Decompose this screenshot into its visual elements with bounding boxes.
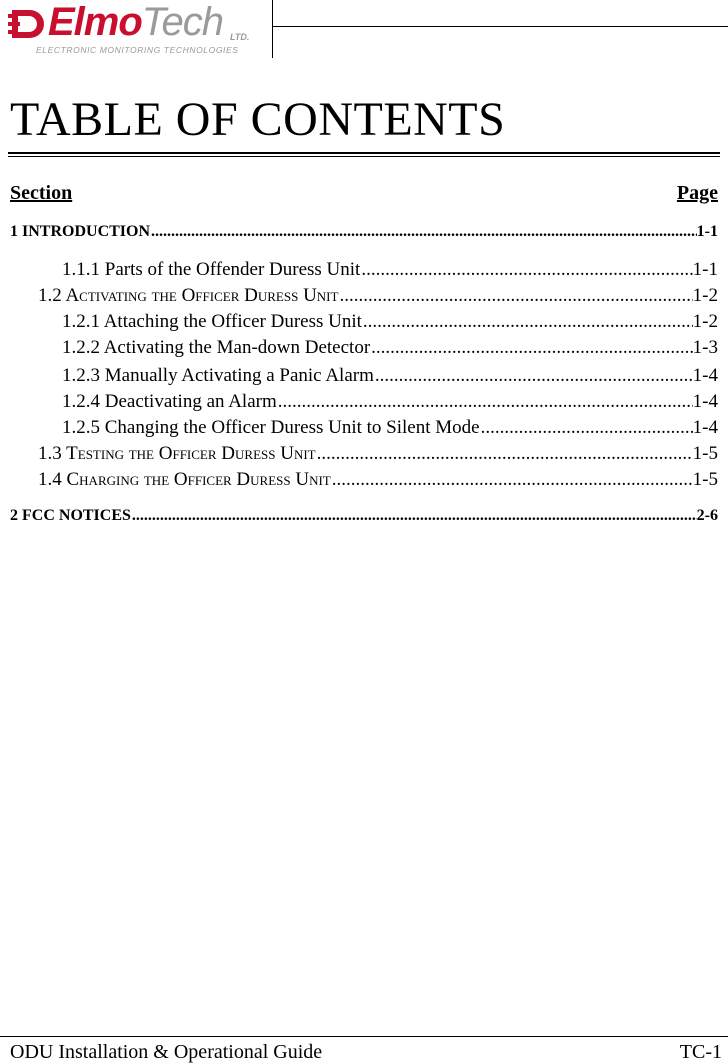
title-rule [8,152,720,154]
toc-entry[interactable] [62,416,718,439]
toc-entry[interactable] [38,284,718,307]
footer-document-title: ODU Installation & Operational Guide [10,1041,323,1063]
toc-entry-title: 1.2.2 Activating the Man-down Detector [62,337,371,358]
toc-entry[interactable] [38,468,718,491]
logo-brand-part2: Tech [141,0,224,44]
toc-leader-dots [131,506,697,526]
toc-entry[interactable] [62,364,718,387]
footer-rule [0,1036,728,1037]
company-logo [8,0,270,55]
toc-leader-dots [331,468,693,491]
header-divider-horizontal [272,26,728,27]
toc-leader-dots [374,364,693,387]
toc-entry-page: 2-6 [696,507,718,524]
toc-entry-page: 1-2 [692,285,718,306]
toc-leader-dots [277,390,693,413]
logo-wordmark [48,0,223,44]
toc-entry-title: 1.4 Charging the Officer Duress Unit [38,469,331,490]
toc-leader-dots [370,336,693,359]
logo-suffix: LTD. [230,32,250,42]
page-header [0,0,728,60]
page-column-header: Page [676,182,718,204]
elmotech-logo-mark-icon [8,4,48,44]
page-title: TABLE OF CONTENTS [10,93,506,146]
toc-entry[interactable] [62,258,718,281]
footer-page-number: TC-1 [679,1041,722,1063]
toc-entry-page: 1-4 [692,417,718,438]
toc-entry[interactable] [38,442,718,465]
title-rule-thin [8,156,720,157]
toc-entry-page: 1-4 [692,391,718,412]
toc-entry-page: 1-3 [692,337,718,358]
toc-entry-title: 1.3 Testing the Officer Duress Unit [38,443,316,464]
logo-tagline: ELECTRONIC MONITORING TECHNOLOGIES [36,45,239,55]
toc-entry-title: 1.1.1 Parts of the Offender Duress Unit [62,259,361,280]
toc-entry-page: 1-2 [692,311,718,332]
toc-leader-dots [362,310,693,333]
toc-entry[interactable] [10,222,718,242]
section-column-header: Section [10,182,73,204]
toc-entry[interactable] [10,506,718,526]
toc-entry-title: 2 FCC NOTICES [10,507,131,524]
toc-entry-page: 1-5 [692,443,718,464]
toc-leader-dots [150,222,697,242]
header-divider-vertical [272,0,273,58]
toc-entry-title: 1.2.5 Changing the Officer Duress Unit to Silent Mode [62,417,480,438]
toc-leader-dots [316,442,693,465]
toc-leader-dots [480,416,693,439]
toc-leader-dots [338,284,692,307]
logo-brand-part1: Elmo [48,0,142,44]
toc-entry-title: 1.2 Activating the Officer Duress Unit [38,285,339,306]
toc-entry-page: 1-1 [696,223,718,240]
toc-entry-page: 1-1 [692,259,718,280]
toc-entry[interactable] [62,336,718,359]
toc-leader-dots [360,258,692,281]
toc-entry-title: 1.2.4 Deactivating an Alarm [62,391,277,412]
toc-entry-page: 1-4 [692,365,718,386]
toc-entry-title: 1.2.3 Manually Activating a Panic Alarm [62,365,374,386]
toc-entry[interactable] [62,390,718,413]
toc-entry-page: 1-5 [692,469,718,490]
toc-entry-title: 1.2.1 Attaching the Officer Duress Unit [62,311,362,332]
toc-entry[interactable] [62,310,718,333]
toc-entry-title: 1 INTRODUCTION [10,223,151,240]
